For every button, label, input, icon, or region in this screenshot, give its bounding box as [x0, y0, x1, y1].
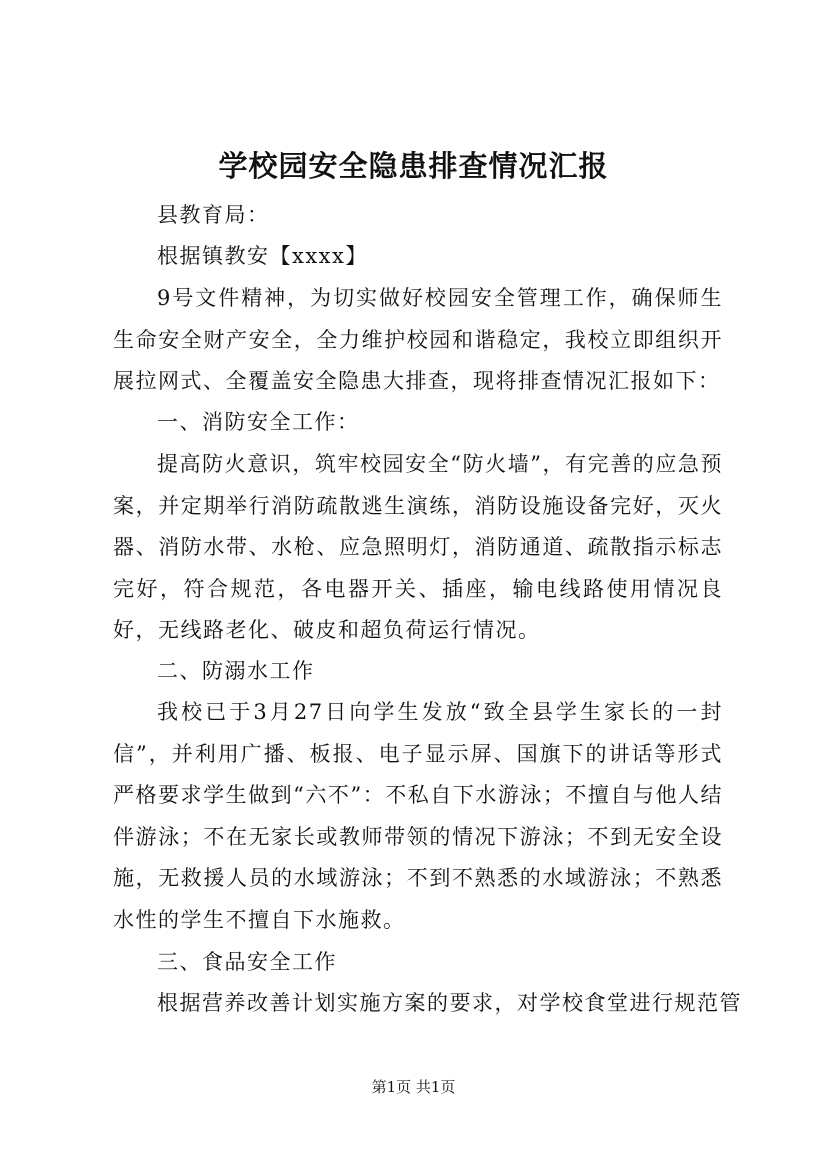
section-body-fire-safety: 提高防火意识，筑牢校园安全“防火墙”，有完善的应急预案，并定期举行消防疏散逃生演练，消防设施设备完好，灭火器、消防水带、水枪、应急照明灯，消防通道、疏散指示标志完好，符合规范，各电器开关、插座，输电线路使用情况良好，无线路老化、破皮和超负荷运行情况。: [113, 452, 723, 642]
section-heading-food-safety: 三、食品安全工作: [157, 950, 337, 974]
section-heading-drowning-prevention: 二、防溺水工作: [157, 659, 315, 683]
intro-paragraph: 9号文件精神，为切实做好校园安全管理工作，确保师生生命安全财产安全，全力维护校园和谐稳定，我校立即组织开展拉网式、全覆盖安全隐患大排查，现将排查情况汇报如下：: [113, 286, 723, 393]
section-heading-fire-safety: 一、消防安全工作：: [157, 410, 360, 434]
document-title: 学校园安全隐患排查情况汇报: [218, 149, 609, 183]
section-body-food-safety: 根据营养改善计划实施方案的要求，对学校食堂进行规范管: [157, 991, 742, 1015]
page-number-footer: 第1页 共1页: [371, 1078, 456, 1096]
salutation: 县教育局：: [157, 203, 270, 227]
reference-line: 根据镇教安【xxxx】: [157, 244, 368, 268]
section-body-drowning-prevention: 我校已于3月27日向学生发放“致全县学生家长的一封信”，并利用广播、板报、电子显示屏、国旗下的讲话等形式严格要求学生做到“六不”：不私自下水游泳；不擅自与他人结伴游泳；不在无家长或教师带领的情况下游泳；不到无安全设施，无救援人员的水域游泳；不到不熟悉的水域游泳；不熟悉水性的学生不擅自下水施救。: [113, 700, 723, 932]
